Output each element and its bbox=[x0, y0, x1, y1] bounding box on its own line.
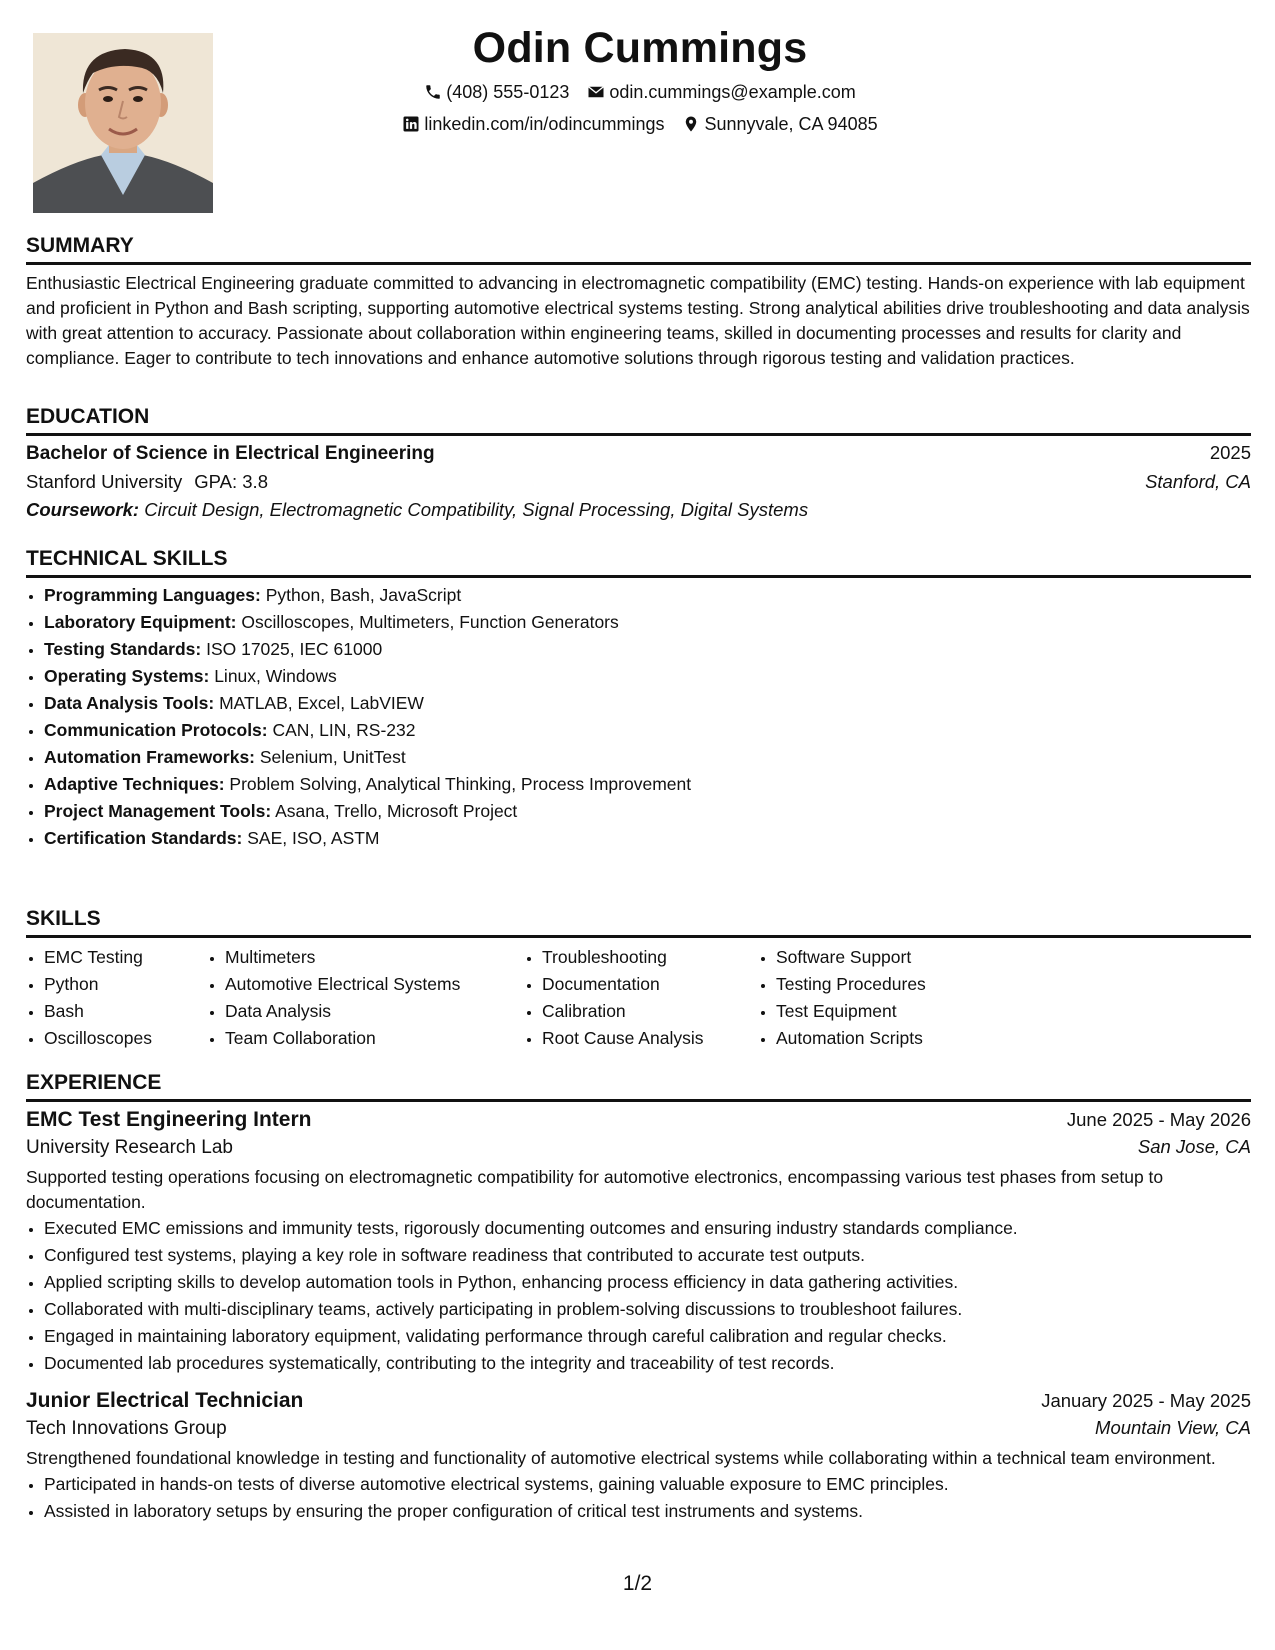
skill-label: Data Analysis Tools: bbox=[44, 693, 215, 713]
list-item: • Automation Scripts bbox=[776, 1025, 1036, 1052]
list-item: • Configured test systems, playing a key role in software readiness that contributed to accurate test outputs. bbox=[44, 1242, 1251, 1269]
technical-skills-list bbox=[26, 582, 1251, 852]
list-item: • Oscilloscopes bbox=[44, 1025, 207, 1052]
skill-value: SAE, ISO, ASTM bbox=[247, 828, 380, 848]
skills-column-3 bbox=[524, 944, 758, 1052]
list-item: • Documentation bbox=[542, 971, 758, 998]
candidate-name: Odin Cummings bbox=[472, 24, 808, 72]
skill-value: CAN, LIN, RS-232 bbox=[272, 720, 416, 740]
list-item: • Python bbox=[44, 971, 207, 998]
skill-label: Operating Systems: bbox=[44, 666, 210, 686]
list-item: • Automotive Electrical Systems bbox=[225, 971, 524, 998]
list-item: • Executed EMC emissions and immunity tests, rigorously documenting outcomes and ensuring industry standards compliance. bbox=[44, 1215, 1251, 1242]
summary-text: Enthusiastic Electrical Engineering graduate committed to advancing in electromagnetic compatibility (EMC) testing. Hands-on experience with lab equipment and proficient in Python and Bash scripting, supporting automotive electrical systems testing. Strong analytical abilities drive troubleshooting and data analysis with great attention to accuracy. Passionate about collaboration within engineering teams, skilled in documenting processes and results for clarity and compliance. Eager to contribute to tech innovations and enhance automotive solutions through rigorous testing and validation practices. bbox=[26, 273, 1250, 368]
skill-value: Problem Solving, Analytical Thinking, Process Improvement bbox=[229, 774, 692, 794]
list-item: • Assisted in laboratory setups by ensuring the proper configuration of critical test instruments and systems. bbox=[44, 1498, 1251, 1525]
skill-label: Laboratory Equipment: bbox=[44, 612, 237, 632]
list-item: • EMC Testing bbox=[44, 944, 207, 971]
job-organization: Tech Innovations Group bbox=[26, 1418, 227, 1439]
job-description: Supported testing operations focusing on electromagnetic compatibility for automotive electronics, encompassing various test phases from setup to documentation. bbox=[26, 1167, 1164, 1212]
coursework-label: Coursework: bbox=[26, 499, 140, 520]
list-item: • Root Cause Analysis bbox=[542, 1025, 758, 1052]
list-item bbox=[44, 636, 1251, 663]
school-name: Stanford University bbox=[26, 471, 183, 492]
list-item: • Test Equipment bbox=[776, 998, 1036, 1025]
portrait-image bbox=[33, 33, 213, 213]
summary-title: SUMMARY bbox=[26, 232, 1251, 265]
skill-label: Certification Standards: bbox=[44, 828, 243, 848]
skill-value: ISO 17025, IEC 61000 bbox=[206, 639, 383, 659]
skill-value: Oscilloscopes, Multimeters, Function Generators bbox=[241, 612, 619, 632]
skill-label: Project Management Tools: bbox=[44, 801, 272, 821]
linkedin-contact[interactable] bbox=[402, 108, 664, 140]
linkedin-icon bbox=[402, 115, 420, 133]
job-dates: January 2025 - May 2025 bbox=[1041, 1390, 1251, 1411]
list-item: • Bash bbox=[44, 998, 207, 1025]
page-number: 1/2 bbox=[622, 1572, 653, 1595]
skill-label: Adaptive Techniques: bbox=[44, 774, 225, 794]
job-entry bbox=[26, 1108, 1251, 1377]
education-row-1 bbox=[26, 442, 1251, 465]
education-title: EDUCATION bbox=[26, 403, 1251, 436]
job-subheader bbox=[26, 1417, 1251, 1440]
skill-value: MATLAB, Excel, LabVIEW bbox=[219, 693, 424, 713]
summary-section bbox=[26, 232, 1251, 371]
list-item: • Team Collaboration bbox=[225, 1025, 524, 1052]
job-header bbox=[26, 1108, 1251, 1132]
list-item: • Calibration bbox=[542, 998, 758, 1025]
skill-label: Automation Frameworks: bbox=[44, 747, 255, 767]
technical-skills-section bbox=[26, 545, 1251, 852]
list-item bbox=[44, 609, 1251, 636]
job-bullets bbox=[26, 1215, 1251, 1377]
job-title: Junior Electrical Technician bbox=[26, 1389, 304, 1412]
job-location: San Jose, CA bbox=[1137, 1136, 1251, 1157]
list-item: • Data Analysis bbox=[225, 998, 524, 1025]
map-pin-icon bbox=[682, 115, 700, 133]
list-item: • Documented lab procedures systematically, contributing to the integrity and traceability of test records. bbox=[44, 1350, 1251, 1377]
skills-grid bbox=[26, 944, 1251, 1052]
list-item: • Applied scripting skills to develop automation tools in Python, enhancing process efficiency in data gathering activities. bbox=[44, 1269, 1251, 1296]
location-contact bbox=[682, 108, 877, 140]
contact-line-2 bbox=[310, 108, 970, 140]
list-item: • Participated in hands-on tests of diverse automotive electrical systems, gaining valuable exposure to EMC principles. bbox=[44, 1471, 1251, 1498]
list-item: • Troubleshooting bbox=[542, 944, 758, 971]
list-item bbox=[44, 690, 1251, 717]
skill-value: Asana, Trello, Microsoft Project bbox=[275, 801, 518, 821]
degree-name: Bachelor of Science in Electrical Engineering bbox=[26, 443, 435, 464]
phone-text: (408) 555-0123 bbox=[446, 82, 570, 102]
education-section bbox=[26, 403, 1251, 521]
school-line bbox=[26, 471, 268, 493]
skills-section bbox=[26, 905, 1251, 1052]
coursework-list: Circuit Design, Electromagnetic Compatibility, Signal Processing, Digital Systems bbox=[144, 499, 809, 520]
skill-label: Testing Standards: bbox=[44, 639, 202, 659]
list-item bbox=[44, 663, 1251, 690]
experience-title: EXPERIENCE bbox=[26, 1069, 1251, 1102]
skills-column-2 bbox=[207, 944, 524, 1052]
email-contact[interactable] bbox=[587, 76, 855, 108]
list-item bbox=[44, 825, 1251, 852]
envelope-icon bbox=[587, 83, 605, 101]
job-title: EMC Test Engineering Intern bbox=[26, 1108, 312, 1131]
list-item: • Engaged in maintaining laboratory equipment, validating performance through careful calibration and regular checks. bbox=[44, 1323, 1251, 1350]
skills-column-1 bbox=[26, 944, 207, 1052]
technical-skills-title: TECHNICAL SKILLS bbox=[26, 545, 1251, 578]
graduation-year: 2025 bbox=[1209, 442, 1251, 463]
coursework-line bbox=[26, 499, 1251, 521]
job-organization: University Research Lab bbox=[26, 1137, 233, 1158]
contact-line-1 bbox=[310, 76, 970, 108]
skill-label: Communication Protocols: bbox=[44, 720, 268, 740]
list-item: • Software Support bbox=[776, 944, 1036, 971]
phone-contact bbox=[424, 76, 569, 108]
job-dates: June 2025 - May 2026 bbox=[1066, 1109, 1251, 1130]
list-item bbox=[44, 744, 1251, 771]
linkedin-link[interactable]: linkedin.com/in/odincummings bbox=[424, 114, 665, 134]
list-item bbox=[44, 717, 1251, 744]
job-location: Mountain View, CA bbox=[1095, 1417, 1251, 1438]
list-item: • Multimeters bbox=[225, 944, 524, 971]
list-item bbox=[44, 798, 1251, 825]
job-description: Strengthened foundational knowledge in testing and functionality of automotive electrical systems while collaborating within a technical team environment. bbox=[26, 1448, 1216, 1468]
job-subheader bbox=[26, 1136, 1251, 1159]
job-bullets bbox=[26, 1471, 1251, 1525]
gpa: GPA: 3.8 bbox=[194, 471, 268, 492]
school-location: Stanford, CA bbox=[1145, 471, 1251, 492]
education-row-2 bbox=[26, 471, 1251, 493]
location-text: Sunnyvale, CA 94085 bbox=[704, 114, 878, 134]
email-link[interactable]: odin.cummings@example.com bbox=[609, 82, 856, 102]
skill-value: Selenium, UnitTest bbox=[259, 747, 406, 767]
skill-value: Python, Bash, JavaScript bbox=[265, 585, 462, 605]
skills-column-4 bbox=[758, 944, 1036, 1052]
experience-section bbox=[26, 1069, 1251, 1525]
list-item: • Testing Procedures bbox=[776, 971, 1036, 998]
list-item bbox=[44, 582, 1251, 609]
header bbox=[310, 20, 970, 140]
list-item bbox=[44, 771, 1251, 798]
list-item: • Collaborated with multi-disciplinary teams, actively participating in problem-solving discussions to troubleshoot failures. bbox=[44, 1296, 1251, 1323]
skill-label: Programming Languages: bbox=[44, 585, 261, 605]
phone-icon bbox=[424, 83, 442, 101]
skill-value: Linux, Windows bbox=[214, 666, 337, 686]
job-entry bbox=[26, 1389, 1251, 1525]
skills-title: SKILLS bbox=[26, 905, 1251, 938]
job-header bbox=[26, 1389, 1251, 1413]
profile-photo bbox=[33, 33, 213, 213]
